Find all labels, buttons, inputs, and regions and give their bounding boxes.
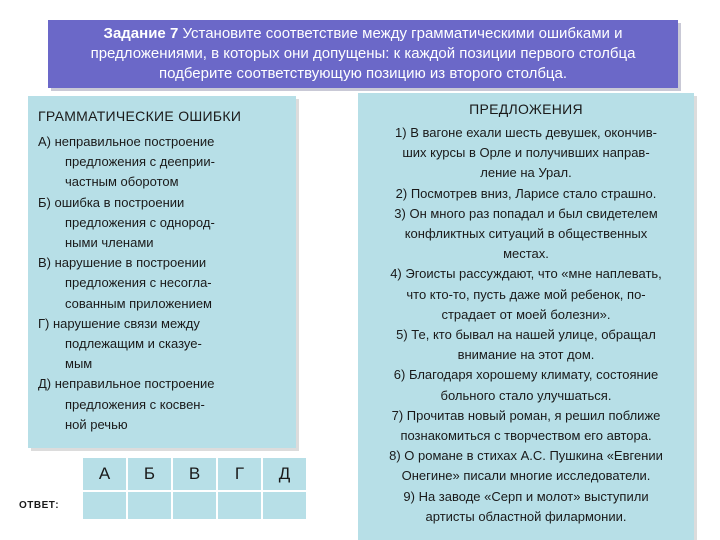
sentence-line: артисты областной филармонии. xyxy=(425,508,627,524)
answer-letter: Д xyxy=(262,457,307,491)
sentence-line: 6) Благодаря хорошему климату, состояние xyxy=(393,367,659,383)
answer-letter: В xyxy=(172,457,217,491)
answer-label: ОТВЕТ: xyxy=(19,500,60,511)
error-line: частным оборотом xyxy=(65,174,179,190)
error-line: предложения с косвен- xyxy=(65,396,205,412)
error-line: ными членами xyxy=(65,235,154,251)
sentences-list xyxy=(358,123,694,527)
error-line: мым xyxy=(65,356,93,372)
task-line-2: предложениями, в которых они допущены: к каждой позиции первого столбца xyxy=(90,45,636,62)
sentence-line: ших курсы в Орле и получивших направ- xyxy=(402,145,650,161)
sentence-line: что кто-то, пусть даже мой ребенок, по- xyxy=(406,286,646,302)
sentence-line: 8) О романе в стихах А.С. Пушкина «Евгении xyxy=(389,448,663,464)
sentence-line: внимание на этот дом. xyxy=(457,347,595,363)
sentence-line: 9) На заводе «Серп и молот» выступили xyxy=(403,488,649,504)
sentence-line: Онегине» писали многие исследователи. xyxy=(401,468,651,484)
answer-letter: Б xyxy=(127,457,172,491)
errors-panel xyxy=(28,96,296,448)
sentence-line: познакомиться с творчеством его автора. xyxy=(400,428,652,444)
answer-letters-row xyxy=(82,457,307,491)
error-line: В) нарушение в построении xyxy=(38,255,207,271)
answer-letter: Г xyxy=(217,457,262,491)
task-line-1-text: Установите соответствие между грамматическими ошибками и xyxy=(178,25,623,42)
error-line: подлежащим и сказуе- xyxy=(65,336,202,352)
error-line: Б) ошибка в построении xyxy=(38,194,185,210)
error-line: Д) неправильное построение xyxy=(38,376,215,392)
task-number: Задание 7 xyxy=(103,25,179,42)
answer-cell[interactable] xyxy=(217,491,262,520)
answer-cell[interactable] xyxy=(127,491,172,520)
task-line-1 xyxy=(54,24,672,44)
error-line: сованным приложением xyxy=(65,295,212,311)
sentence-line: 5) Те, кто бывал на нашей улице, обращал xyxy=(396,327,656,343)
answer-letter: А xyxy=(82,457,127,491)
error-line: А) неправильное построение xyxy=(38,134,215,149)
sentences-panel xyxy=(358,93,694,540)
task-header xyxy=(48,20,678,88)
sentence-line: 2) Посмотрев вниз, Ларисе стало страшно. xyxy=(395,185,657,201)
answer-cell[interactable] xyxy=(262,491,307,520)
error-line: предложения с несогла- xyxy=(65,275,212,291)
sentences-title: ПРЕДЛОЖЕНИЯ xyxy=(469,101,583,117)
answer-cell[interactable] xyxy=(172,491,217,520)
task-line-3: подберите соответствующую позицию из второго столбца. xyxy=(158,65,568,82)
errors-title: ГРАММАТИЧЕСКИЕ ОШИБКИ xyxy=(38,108,242,124)
error-line: предложения с однород- xyxy=(65,214,215,230)
sentence-line: 3) Он много раз попадал и был свидетелем xyxy=(394,205,658,221)
errors-list xyxy=(38,132,290,435)
sentence-line: местах. xyxy=(503,246,549,262)
error-line: Г) нарушение связи между xyxy=(38,315,200,331)
answer-table xyxy=(81,456,308,521)
sentence-line: 1) В вагоне ехали шесть девушек, окончив- xyxy=(395,125,657,140)
error-line: предложения с дееприи- xyxy=(65,154,215,170)
sentence-line: 7) Прочитав новый роман, я решил поближе xyxy=(391,407,661,423)
sentence-line: конфликтных ситуаций в общественных xyxy=(404,226,648,242)
sentence-line: ление на Урал. xyxy=(480,165,572,181)
answer-cell[interactable] xyxy=(82,491,127,520)
error-line: ной речью xyxy=(65,416,128,432)
sentence-line: больного стало улучшаться. xyxy=(440,387,612,403)
task-text xyxy=(54,24,672,84)
answer-cells-row xyxy=(82,491,307,520)
sentence-line: 4) Эгоисты рассуждают, что «мне наплевать, xyxy=(390,266,662,282)
sentence-line: страдает от моей болезни». xyxy=(441,306,611,322)
